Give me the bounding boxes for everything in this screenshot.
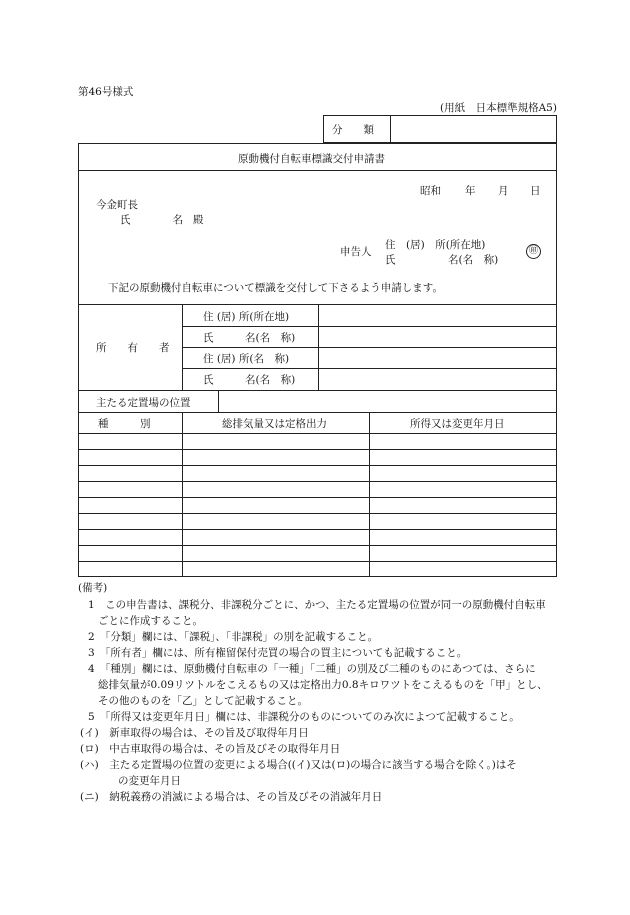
- classification-input[interactable]: [392, 117, 554, 141]
- form-title: 原動機付自転車標識交付申請書: [238, 153, 385, 165]
- note-line: 2 「分類」欄には、「課税」、「非課税」の別を記載すること。: [88, 631, 379, 643]
- addressee-honorific: 殿: [193, 214, 204, 226]
- date-era: 昭和: [420, 185, 441, 197]
- table-row[interactable]: [80, 435, 556, 448]
- seal-icon: ㊞: [526, 244, 541, 259]
- note-line: その他のものを「乙」として記載すること。: [98, 695, 308, 707]
- owner-label: 所 有 者: [96, 342, 170, 354]
- date-month: 月: [498, 185, 509, 197]
- table-row[interactable]: [80, 467, 556, 480]
- table-row[interactable]: [80, 451, 556, 464]
- table-row[interactable]: [80, 531, 556, 544]
- note-line: (ロ) 中古車取得の場合は、その旨及びその取得年月日: [80, 743, 341, 755]
- applicant-label: 申告人: [340, 246, 372, 258]
- owner-address2-input[interactable]: [320, 349, 554, 367]
- addressee-town: 今金町長: [96, 199, 138, 211]
- owner-name-input[interactable]: [320, 328, 554, 346]
- note-line: 総排気量が0.09リツトルをこえるもの又は定格出力0.8キロワツトをこえるものを「甲」とし、: [98, 679, 548, 691]
- applicant-name-label: 氏 名(名 称): [385, 254, 499, 266]
- note-line: 3 「所有者」欄には、所有権留保付売買の場合の買主についても記載すること。: [88, 647, 468, 659]
- form-number: 第46号様式: [78, 86, 134, 98]
- owner-address2-label: 住 (居) 所(名 称): [203, 353, 290, 365]
- owner-address-label: 住 (居) 所(所在地): [203, 311, 290, 323]
- header-vehicle-type: 種 別: [98, 418, 151, 430]
- note-line: (ニ) 納税義務の消滅による場合は、その旨及びその消滅年月日: [80, 791, 383, 803]
- notes-header: (備考): [78, 582, 108, 594]
- storage-location-label: 主たる定置場の位置: [96, 397, 191, 409]
- header-displacement: 総排気量又は定格出力: [222, 418, 327, 430]
- addressee-name: 氏 名: [120, 214, 183, 226]
- note-line: 1 この申告書は、課税分、非課税分ごとに、かつ、主たる定置場の位置が同一の原動機付自転車: [88, 599, 546, 611]
- header-acquisition-date: 所得又は変更年月日: [410, 418, 505, 430]
- paper-size-note: (用紙 日本標準規格A5): [440, 102, 557, 114]
- note-line: (イ) 新車取得の場合は、その旨及び取得年月日: [80, 727, 309, 739]
- owner-name2-input[interactable]: [320, 370, 554, 389]
- applicant-address-label: 住 (居) 所(所在地): [385, 239, 486, 251]
- note-line: の変更年月日: [118, 775, 181, 787]
- note-line: ごとに作成すること。: [98, 615, 203, 627]
- note-line: (ハ) 主たる定置場の位置の変更による場合((イ)又は(ロ)の場合に該当する場合を除く。)はそ: [80, 759, 517, 771]
- date-day: 日: [530, 185, 541, 197]
- table-row[interactable]: [80, 563, 556, 576]
- table-row[interactable]: [80, 547, 556, 560]
- classification-label: 分 類: [332, 124, 374, 136]
- table-row[interactable]: [80, 515, 556, 528]
- owner-address-input[interactable]: [320, 306, 554, 325]
- note-line: 5 「所得又は変更年月日」欄には、非課税分のものについてのみ次によつて記載すること。: [88, 711, 520, 723]
- note-line: 4 「種別」欄には、原動機付自転車の「一種」「二種」の別及び二種のものにあつては、さらに: [88, 663, 536, 675]
- table-row[interactable]: [80, 483, 556, 496]
- owner-name2-label: 氏 名(名 称): [203, 374, 296, 386]
- request-text: 下記の原動機付自転車について標識を交付して下さるよう申請します。: [108, 282, 443, 294]
- storage-location-input[interactable]: [220, 392, 554, 410]
- owner-name-label: 氏 名(名 称): [203, 332, 296, 344]
- date-year: 年: [465, 185, 476, 197]
- table-row[interactable]: [80, 499, 556, 512]
